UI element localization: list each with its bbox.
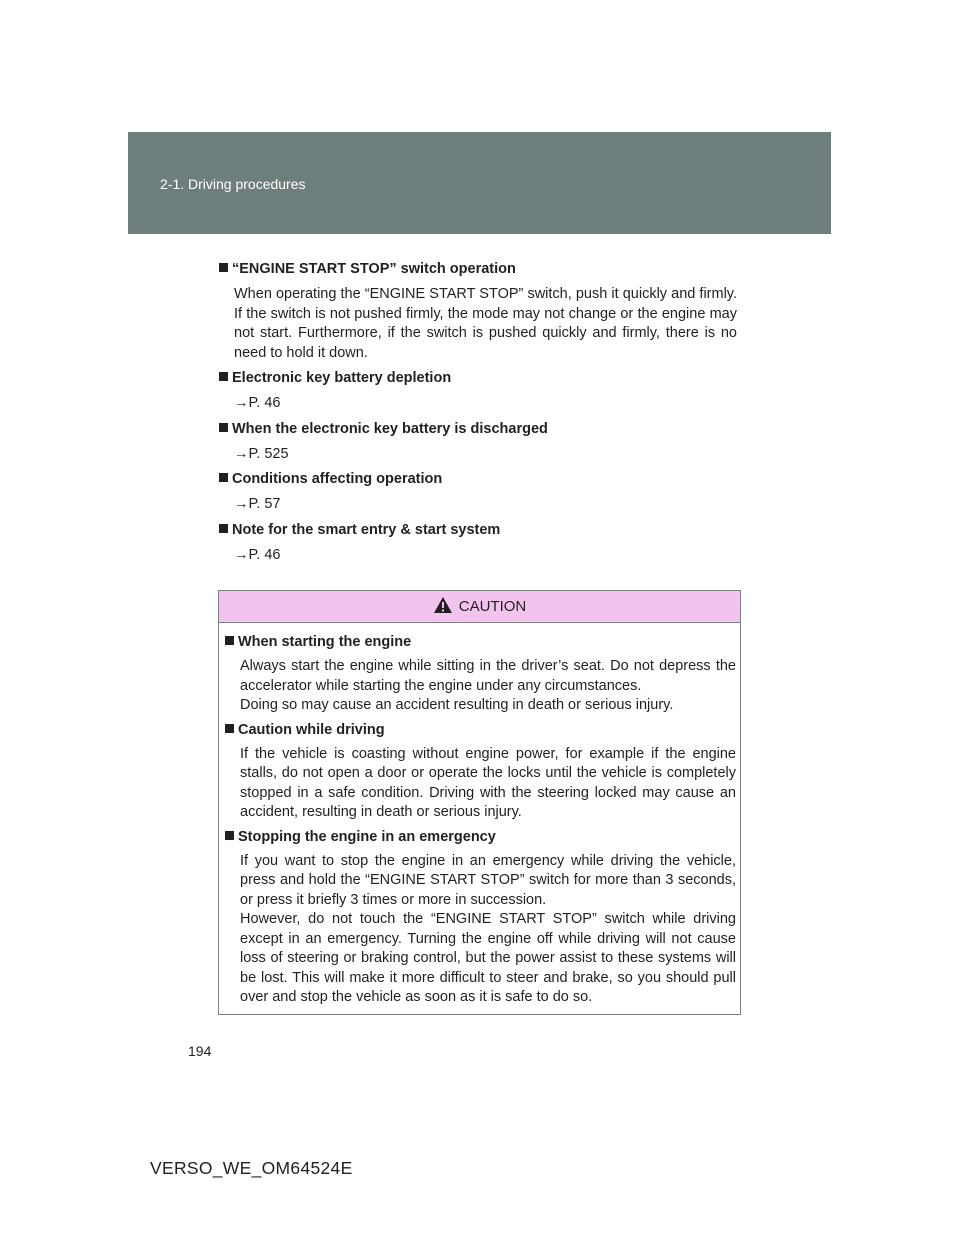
section-body: When operating the “ENGINE START STOP” switch, push it quickly and firmly. If the switch is not pushed firmly, the mode may not change or the engine may not start. Furthermore, if the switch is pushed quickly and firmly, there is no need to hold it down. [234,286,737,361]
bullet-square-icon [219,423,228,432]
page-reference: →P. 525 [234,445,289,462]
section-key-battery-discharged [219,419,737,465]
section-heading: “ENGINE START STOP” switch operation [219,259,737,279]
caution-heading: Caution while driving [225,720,736,740]
caution-title: CAUTION [458,598,527,615]
section-heading: Conditions affecting operation [219,469,737,489]
main-content [219,259,737,570]
caution-heading: When starting the engine [225,632,736,652]
caution-item-emergency [225,827,736,1008]
section-header [128,132,831,234]
caution-text: Always start the engine while sitting in the driver’s seat. Do not depress the accelerator while starting the engine under any circumstances. Doing so may cause an accident resulting in death or serious injury. [240,658,736,713]
section-heading: When the electronic key battery is discharged [219,419,737,439]
footer-code: VERSO_WE_OM64524E [150,1158,353,1178]
bullet-square-icon [225,636,234,645]
header-title: 2-1. Driving procedures [160,176,306,192]
bullet-square-icon [225,831,234,840]
caution-title-bar [219,591,740,623]
page-reference: →P. 46 [234,546,281,563]
section-smart-entry-note [219,520,737,566]
bullet-square-icon [219,263,228,272]
page-reference: →P. 57 [234,496,281,512]
section-key-battery-depletion [219,368,737,414]
section-conditions-affecting [219,469,737,515]
bullet-square-icon [219,473,228,482]
section-heading: Electronic key battery depletion [219,368,737,388]
page-number: 194 [188,1043,212,1059]
bullet-square-icon [225,724,234,733]
section-switch-operation [219,259,737,363]
caution-item-driving [225,720,736,823]
caution-item-starting [225,632,736,716]
bullet-square-icon [219,524,228,533]
bullet-square-icon [219,372,228,381]
section-heading: Note for the smart entry & start system [219,520,737,540]
caution-box [218,590,741,1015]
caution-body [219,623,740,1008]
page-reference: →P. 46 [234,395,281,411]
caution-text: If the vehicle is coasting without engine power, for example if the engine stalls, do not open a door or operate the locks until the vehicle is completely stopped in a safe condition. Driving with the steering locked may cause an accident, resulting in death or serious injury. [240,745,736,820]
warning-triangle-icon [433,594,453,625]
caution-text: If you want to stop the engine in an emergency while driving the vehicle, press and hold the “ENGINE START STOP” switch for more than 3 seconds, or press it briefly 3 times or more in succession. However, do not touch the “ENGINE START STOP” switch while driving except in an emergency. Turning the engine off while driving will not cause loss of steering or braking control, but the power assist to these systems will be lost. This will make it more difficult to steer and brake, so you should pull over and stop the vehicle as soon as it is safe to do so. [240,852,736,1005]
caution-heading: Stopping the engine in an emergency [225,827,736,847]
